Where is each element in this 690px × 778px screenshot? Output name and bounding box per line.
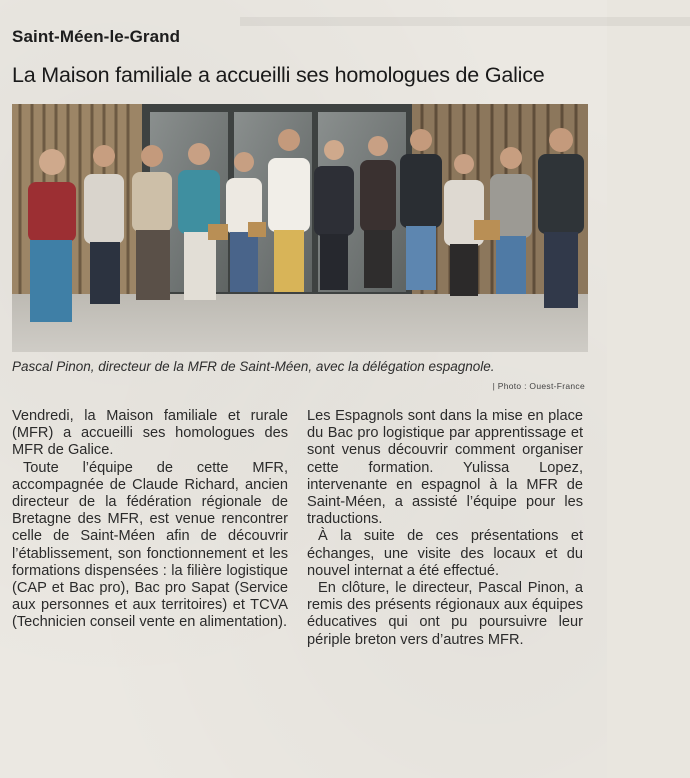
- paragraph-1: Vendredi, la Maison familiale et rurale (MFR) a accueilli ses homologues des MFR de Galice.: [12, 408, 288, 459]
- article-column-right: [307, 408, 583, 649]
- paragraph-3: Les Espagnols sont dans la mise en place du Bac pro logistique par apprentissage et sont venus découvrir comment organiser cette formation. Yulissa Lopez, intervenante en espagnol à la MFR de Saint-Méen, a assisté l’équipe pour les traductions.: [307, 408, 583, 528]
- article-column-left: [12, 408, 288, 632]
- paragraph-2: Toute l’équipe de cette MFR, accompagnée de Claude Richard, ancien directeur de la fédération régionale de Bretagne des MFR, est venue rencontrer celle de Saint-Méen afin de découvrir l’établissement, son fonctionnement et les formations dispensées : la filière logistique (CAP et Bac pro), Bac pro Sapat (Service aux personnes et aux territoires) et TCVA (Technicien conseil vente en alimentation).: [12, 459, 288, 631]
- group-photo-illustration: [12, 104, 588, 352]
- photo-credit: | Photo : Ouest-France: [492, 381, 585, 391]
- article-locality: Saint-Méen-le-Grand: [12, 27, 181, 46]
- paragraph-5: En clôture, le directeur, Pascal Pinon, a remis des présents régionaux aux équipes éducatives qui ont pu poursuivre leur périple breton vers d’autres MFR.: [307, 580, 583, 648]
- article-photo: [12, 104, 588, 352]
- paragraph-4: À la suite de ces présentations et échanges, une visite des locaux et du nouvel internat a été effectué.: [307, 528, 583, 579]
- article-headline: La Maison familiale a accueilli ses homologues de Galice: [12, 63, 545, 87]
- photo-caption: Pascal Pinon, directeur de la MFR de Saint-Méen, avec la délégation espagnole.: [12, 359, 495, 374]
- bleed-through-texture: ▬▬▬▬▬▬▬▬▬▬▬▬▬▬▬: [240, 0, 690, 33]
